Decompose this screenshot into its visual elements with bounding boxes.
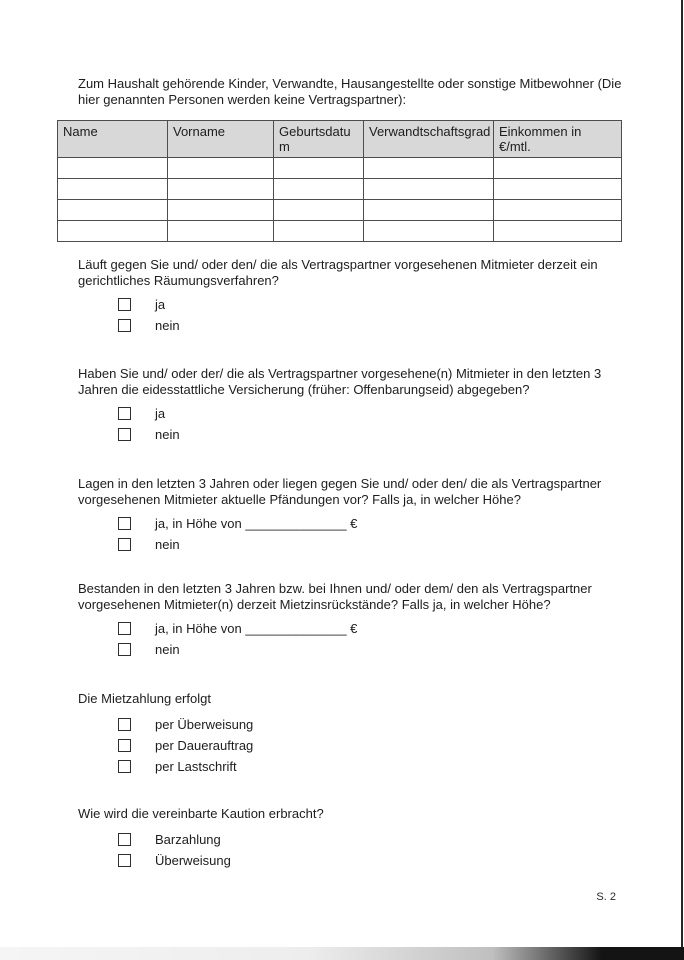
q2-option-ja [78,406,626,421]
q3-nein-checkbox[interactable] [118,538,131,551]
deposit-ueberweisung-checkbox[interactable] [118,854,131,867]
table-cell-input[interactable] [494,158,622,179]
question-options [78,516,626,552]
table-cell-input[interactable] [168,200,274,221]
question-text: Die Mietzahlung erfolgt [78,691,211,706]
table-cell-input[interactable] [168,158,274,179]
q1-option-nein [78,318,626,333]
table-cell-input[interactable] [274,200,364,221]
deposit-ueberweisung-label: Überweisung [155,853,231,868]
table-cell-input[interactable] [364,221,494,242]
scan-edge-right [681,0,683,960]
payment-dauerauftrag-label: per Dauerauftrag [155,738,254,753]
question-eviction-proceedings [78,257,626,339]
col-header-geburtsdatum-label: Geburtsdatum [279,124,351,154]
table-row [58,179,622,200]
page-number: S. 2 [596,891,616,903]
q2-ja-label: ja [155,406,166,421]
table-cell-input[interactable] [274,158,364,179]
table-cell-input[interactable] [364,179,494,200]
q1-ja-label: ja [155,297,166,312]
table-header-row [58,121,622,158]
deposit-option-barzahlung [78,832,626,847]
table-cell-input[interactable] [58,200,168,221]
question-text: Läuft gegen Sie und/ oder den/ die als Vertragspartner vorgesehenen Mitmieter derzeit ein gerichtliches Räumungsverfahren? [78,257,598,288]
table-row [58,158,622,179]
q3-option-nein [78,537,626,552]
payment-option-lastschrift [78,759,626,774]
household-members-table [57,120,622,242]
table-cell-input[interactable] [58,158,168,179]
q4-nein-label: nein [155,642,180,657]
q3-option-ja-amount [78,516,626,531]
table-cell-input[interactable] [494,200,622,221]
q2-ja-checkbox[interactable] [118,407,131,420]
q4-ja-amount-label: ja, in Höhe von ______________ € [155,621,358,636]
table-cell-input[interactable] [494,221,622,242]
deposit-barzahlung-checkbox[interactable] [118,833,131,846]
q1-option-ja [78,297,626,312]
payment-ueberweisung-checkbox[interactable] [118,718,131,731]
q1-nein-label: nein [155,318,180,333]
deposit-barzahlung-label: Barzahlung [155,832,221,847]
q3-ja-checkbox[interactable] [118,517,131,530]
col-header-name [58,121,168,158]
table-cell-input[interactable] [274,179,364,200]
payment-dauerauftrag-checkbox[interactable] [118,739,131,752]
q1-nein-checkbox[interactable] [118,319,131,332]
q3-nein-label: nein [155,537,180,552]
question-deposit-method [78,806,626,874]
question-options [78,621,626,657]
col-header-verwandtschaftsgrad-label: Verwandtschaftsgrad [369,124,491,139]
col-header-name-label: Name [63,124,98,139]
deposit-option-ueberweisung [78,853,626,868]
table-cell-input[interactable] [168,179,274,200]
q2-option-nein [78,427,626,442]
q1-ja-checkbox[interactable] [118,298,131,311]
payment-option-ueberweisung [78,717,626,732]
question-options [78,406,626,442]
table-cell-input[interactable] [274,221,364,242]
table-cell-input[interactable] [364,200,494,221]
q4-nein-checkbox[interactable] [118,643,131,656]
col-header-verwandtschaftsgrad [364,121,494,158]
question-text: Lagen in den letzten 3 Jahren oder liegen gegen Sie und/ oder den/ die als Vertragspartner vorgesehenen Mitmieter aktuelle Pfändungen vor? Falls ja, in welcher Höhe? [78,476,602,507]
q2-nein-checkbox[interactable] [118,428,131,441]
scan-edge-bottom [0,947,684,960]
question-text: Wie wird die vereinbarte Kaution erbracht? [78,806,324,821]
col-header-einkommen [494,121,622,158]
question-text: Haben Sie und/ oder der/ die als Vertragspartner vorgesehene(n) Mitmieter in den letzten 3 Jahren die eidesstattliche Versicherung (früher: Offenbarungseid) abgegeben? [78,366,602,397]
question-text: Bestanden in den letzten 3 Jahren bzw. bei Ihnen und/ oder dem/ den als Vertragspartner vorgesehenen Mitmieter(n) derzeit Mietzinsrückstände? Falls ja, in welcher Höhe? [78,581,592,612]
col-header-vorname [168,121,274,158]
table-cell-input[interactable] [58,179,168,200]
table-cell-input[interactable] [168,221,274,242]
q4-option-nein [78,642,626,657]
table-row [58,221,622,242]
q2-nein-label: nein [155,427,180,442]
payment-lastschrift-label: per Lastschrift [155,759,237,774]
question-rent-arrears [78,581,626,663]
q3-ja-amount-label: ja, in Höhe von ______________ € [155,516,358,531]
payment-ueberweisung-label: per Überweisung [155,717,254,732]
question-options [78,832,626,868]
question-garnishments [78,476,626,558]
col-header-geburtsdatum [274,121,364,158]
col-header-vorname-label: Vorname [173,124,226,139]
payment-option-dauerauftrag [78,738,626,753]
table-cell-input[interactable] [58,221,168,242]
col-header-einkommen-label: Einkommen in €/mtl. [499,124,582,154]
table-row [58,200,622,221]
question-statutory-declaration [78,366,626,448]
q4-option-ja-amount [78,621,626,636]
table-cell-input[interactable] [494,179,622,200]
table-cell-input[interactable] [364,158,494,179]
household-intro-text: Zum Haushalt gehörende Kinder, Verwandte, Hausangestellte oder sonstige Mitbewohner (Die hier genannten Personen werden keine Vertragspartner): [78,76,622,107]
question-options [78,297,626,333]
payment-lastschrift-checkbox[interactable] [118,760,131,773]
q4-ja-checkbox[interactable] [118,622,131,635]
question-options [78,717,626,774]
question-payment-method [78,691,626,780]
